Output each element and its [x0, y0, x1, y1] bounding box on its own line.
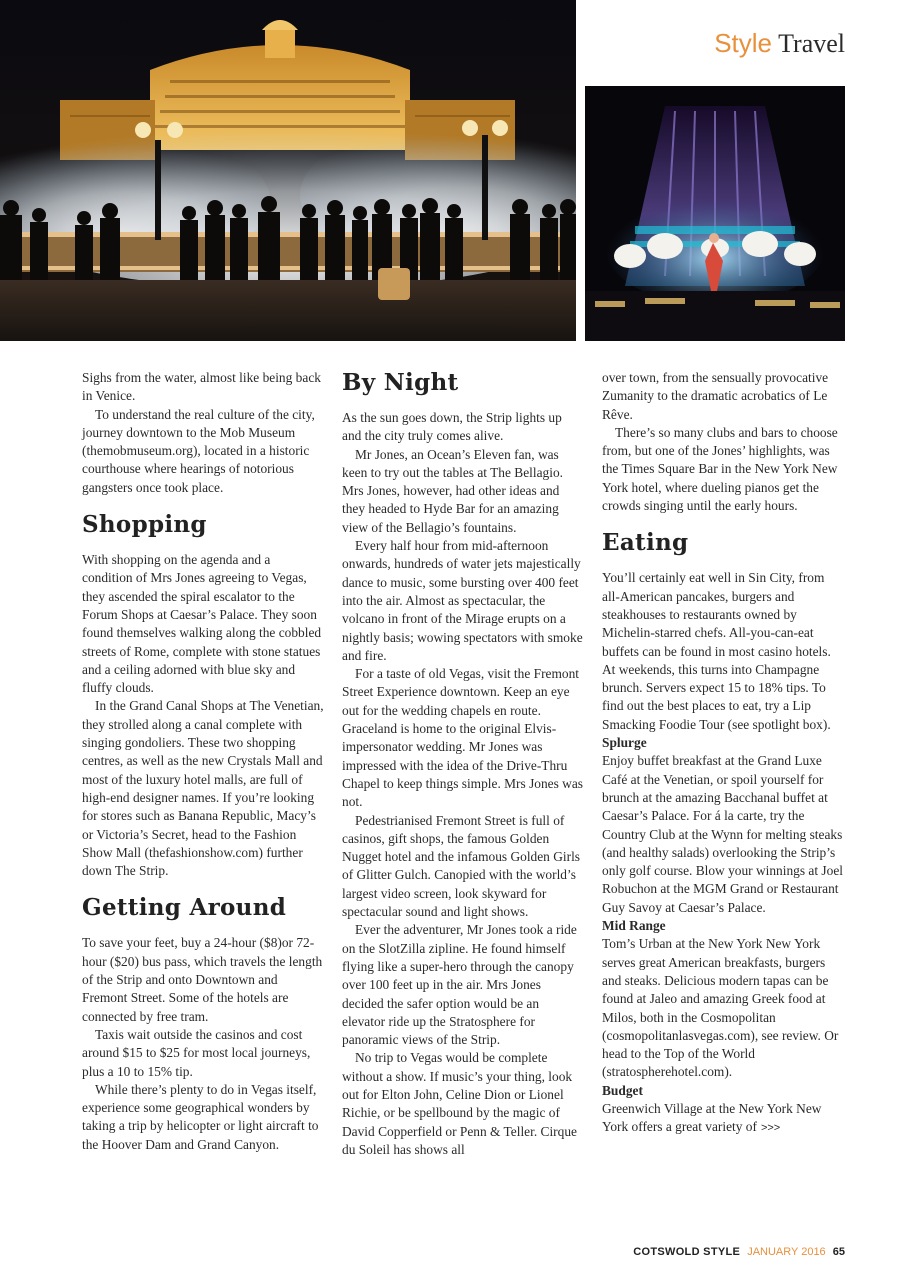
paragraph: You’ll certainly eat well in Sin City, from all-American pancakes, burgers and steakhouses to restaurants owned by Michelin-starred chefs. All-you-can-eat buffets can be found in most casino hotels. At weekends, this turns into Champagne brunch. Servers expect 15 to 18% tips. To find out the best places to eat, try a Lip Smacking Foodie Tour (see spotlight box). — [602, 570, 831, 732]
paragraph: Enjoy buffet breakfast at the Grand Luxe Café at the Venetian, or spoil yourself for brunch at the amazing Bacchanal buffet at Caesar’s Palace. For á la carte, try the Country Club at the Wynn for melting steaks (and healthy salads) overlooking the Strip’s only golf course. Blow your winnings at Joel Robuchon at the MGM Grand or Restaurant Guy Savoy at Caesar’s Palace. — [602, 753, 844, 915]
paragraph: over town, from the sensually provocative Zumanity to the dramatic acrobatics of Le Rêve. — [602, 370, 829, 422]
heading-by-night: By Night — [342, 369, 459, 396]
paragraph: Taxis wait outside the casinos and cost around $15 to $25 for most local journeys, plus a 10 to 15% tip. — [82, 1026, 311, 1079]
paragraph-text: Greenwich Village at the New York New York offers a great variety of — [602, 1100, 822, 1135]
paragraph: As the sun goes down, the Strip lights up and the city truly comes alive. — [342, 410, 562, 444]
subheading-mid-range: Mid Range — [602, 918, 666, 934]
paragraph-budget — [602, 1100, 844, 1138]
paragraph: Mr Jones, an Ocean’s Eleven fan, was keen to try out the tables at The Bellagio. Mrs Jones, however, had other ideas and they headed to Hyde Bar for an amazing view of the Bellagio’s fountains. — [342, 446, 564, 535]
continued-arrow: >>> — [760, 1122, 781, 1135]
section-label — [714, 28, 845, 59]
paragraph: In the Grand Canal Shops at The Venetian, they strolled along a canal complete with singing gondoliers. These two shopping centres, as well as the new Crystals Mall and most of the luxury hotel malls, are full of high-end designer names. If you’re looking for stores such as Banana Republic, Macy’s or Victoria’s Secret, head to the Fashion Show Mall (thefashionshow.com) further down The Strip. — [82, 698, 324, 879]
magazine-name: COTSWOLD STYLE — [633, 1246, 741, 1258]
section-style-word: Style — [714, 28, 773, 58]
paragraph: For a taste of old Vegas, visit the Fremont Street Experience downtown. Keep an eye out for the wedding chapels en route. Graceland is home to the original Elvis-impersonator wedding. Mr Jones was impressed with the idea of the Drive-Thru Chapel to keep things simple. Mrs Jones was not. — [342, 666, 584, 810]
paragraph: To understand the real culture of the city, journey downtown to the Mob Museum (themobmuseum.org), located in a historic courthouse where hearings of notorious gangsters once took place. — [82, 406, 315, 495]
heading-shopping: Shopping — [82, 511, 207, 539]
paragraph: Sighs from the water, almost like being back in Venice. — [82, 370, 321, 404]
paragraph: No trip to Vegas would be complete without a show. If music’s your thing, look out for Elton John, Celine Dion or Lionel Richie, or be spellbound by the magic of David Copperfield or Penn & Teller. Cirque du Soleil has shows all — [342, 1050, 577, 1157]
paragraph: Tom’s Urban at the New York New York serves great American breakfasts, burgers and steaks. Delicious modern tapas can be found at Jaleo and amazing Greek food at Milos, both in the Cosmopolitan (cosmopolitanlasvegas.com), see review. Or head to the Top of the World (stratospherehotel.com). — [602, 936, 839, 1080]
article-column-2 — [342, 369, 584, 1159]
paragraph: Every half hour from mid-afternoon onwards, hundreds of water jets majestically dance to music, some bursting over 400 feet into the air. Almost as spectacular, the volcano in front of the Mirage erupts on a nightly basis; wowing spectators with smoke and fire. — [342, 538, 583, 663]
issue-date: JANUARY 2016 — [747, 1246, 826, 1258]
paragraph: To save your feet, buy a 24-hour ($8)or 72-hour ($20) bus pass, which travels the length of the Strip and onto Downtown and Fremont Street. Some of the hotels are connected by free tram. — [82, 935, 323, 1024]
paragraph: Ever the adventurer, Mr Jones took a ride on the SlotZilla zipline. He found himself flying like a super-hero through the canopy over 100 feet up in the air. Mrs Jones decided the safer option would be an elevator ride up the Stratosphere for panoramic views of the Strip. — [342, 922, 577, 1048]
paragraph: While there’s plenty to do in Vegas itself, experience some geographical wonders by taking a trip by helicopter or light aircraft to the Hoover Dam and Grand Canyon. — [82, 1081, 319, 1152]
le-reve-show-photo — [585, 86, 845, 341]
heading-getting-around: Getting Around — [82, 894, 287, 922]
paragraph: With shopping on the agenda and a condition of Mrs Jones agreeing to Vegas, they ascended the spiral escalator to the Forum Shops at Caesar’s Palace. They soon found themselves walking along the cobbled streets of Rome, complete with stone statues and a ceiling adorned with blue sky and fluffy clouds. — [82, 552, 322, 696]
paragraph: There’s so many clubs and bars to choose from, but one of the Jones’ highlights, was the Times Square Bar in the New York New York hotel, where dueling pianos get the crowds singing until the early hours. — [602, 424, 838, 514]
article-column-1 — [82, 369, 324, 1154]
section-travel-word: Travel — [778, 29, 845, 58]
article-column-3 — [602, 369, 844, 1138]
paragraph: Pedestrianised Fremont Street is full of casinos, gift shops, the famous Golden Nugget hotel and the infamous Golden Girls of Glitter Gulch. Canopied with the world’s largest video screen, look skyward for spectacular sound and light shows. — [342, 812, 581, 920]
subheading-budget: Budget — [602, 1082, 643, 1098]
heading-eating: Eating — [602, 529, 689, 557]
page-number: 65 — [832, 1246, 845, 1258]
page-footer — [633, 1246, 845, 1258]
bellagio-fountains-photo — [0, 0, 576, 341]
subheading-splurge: Splurge — [602, 735, 647, 751]
